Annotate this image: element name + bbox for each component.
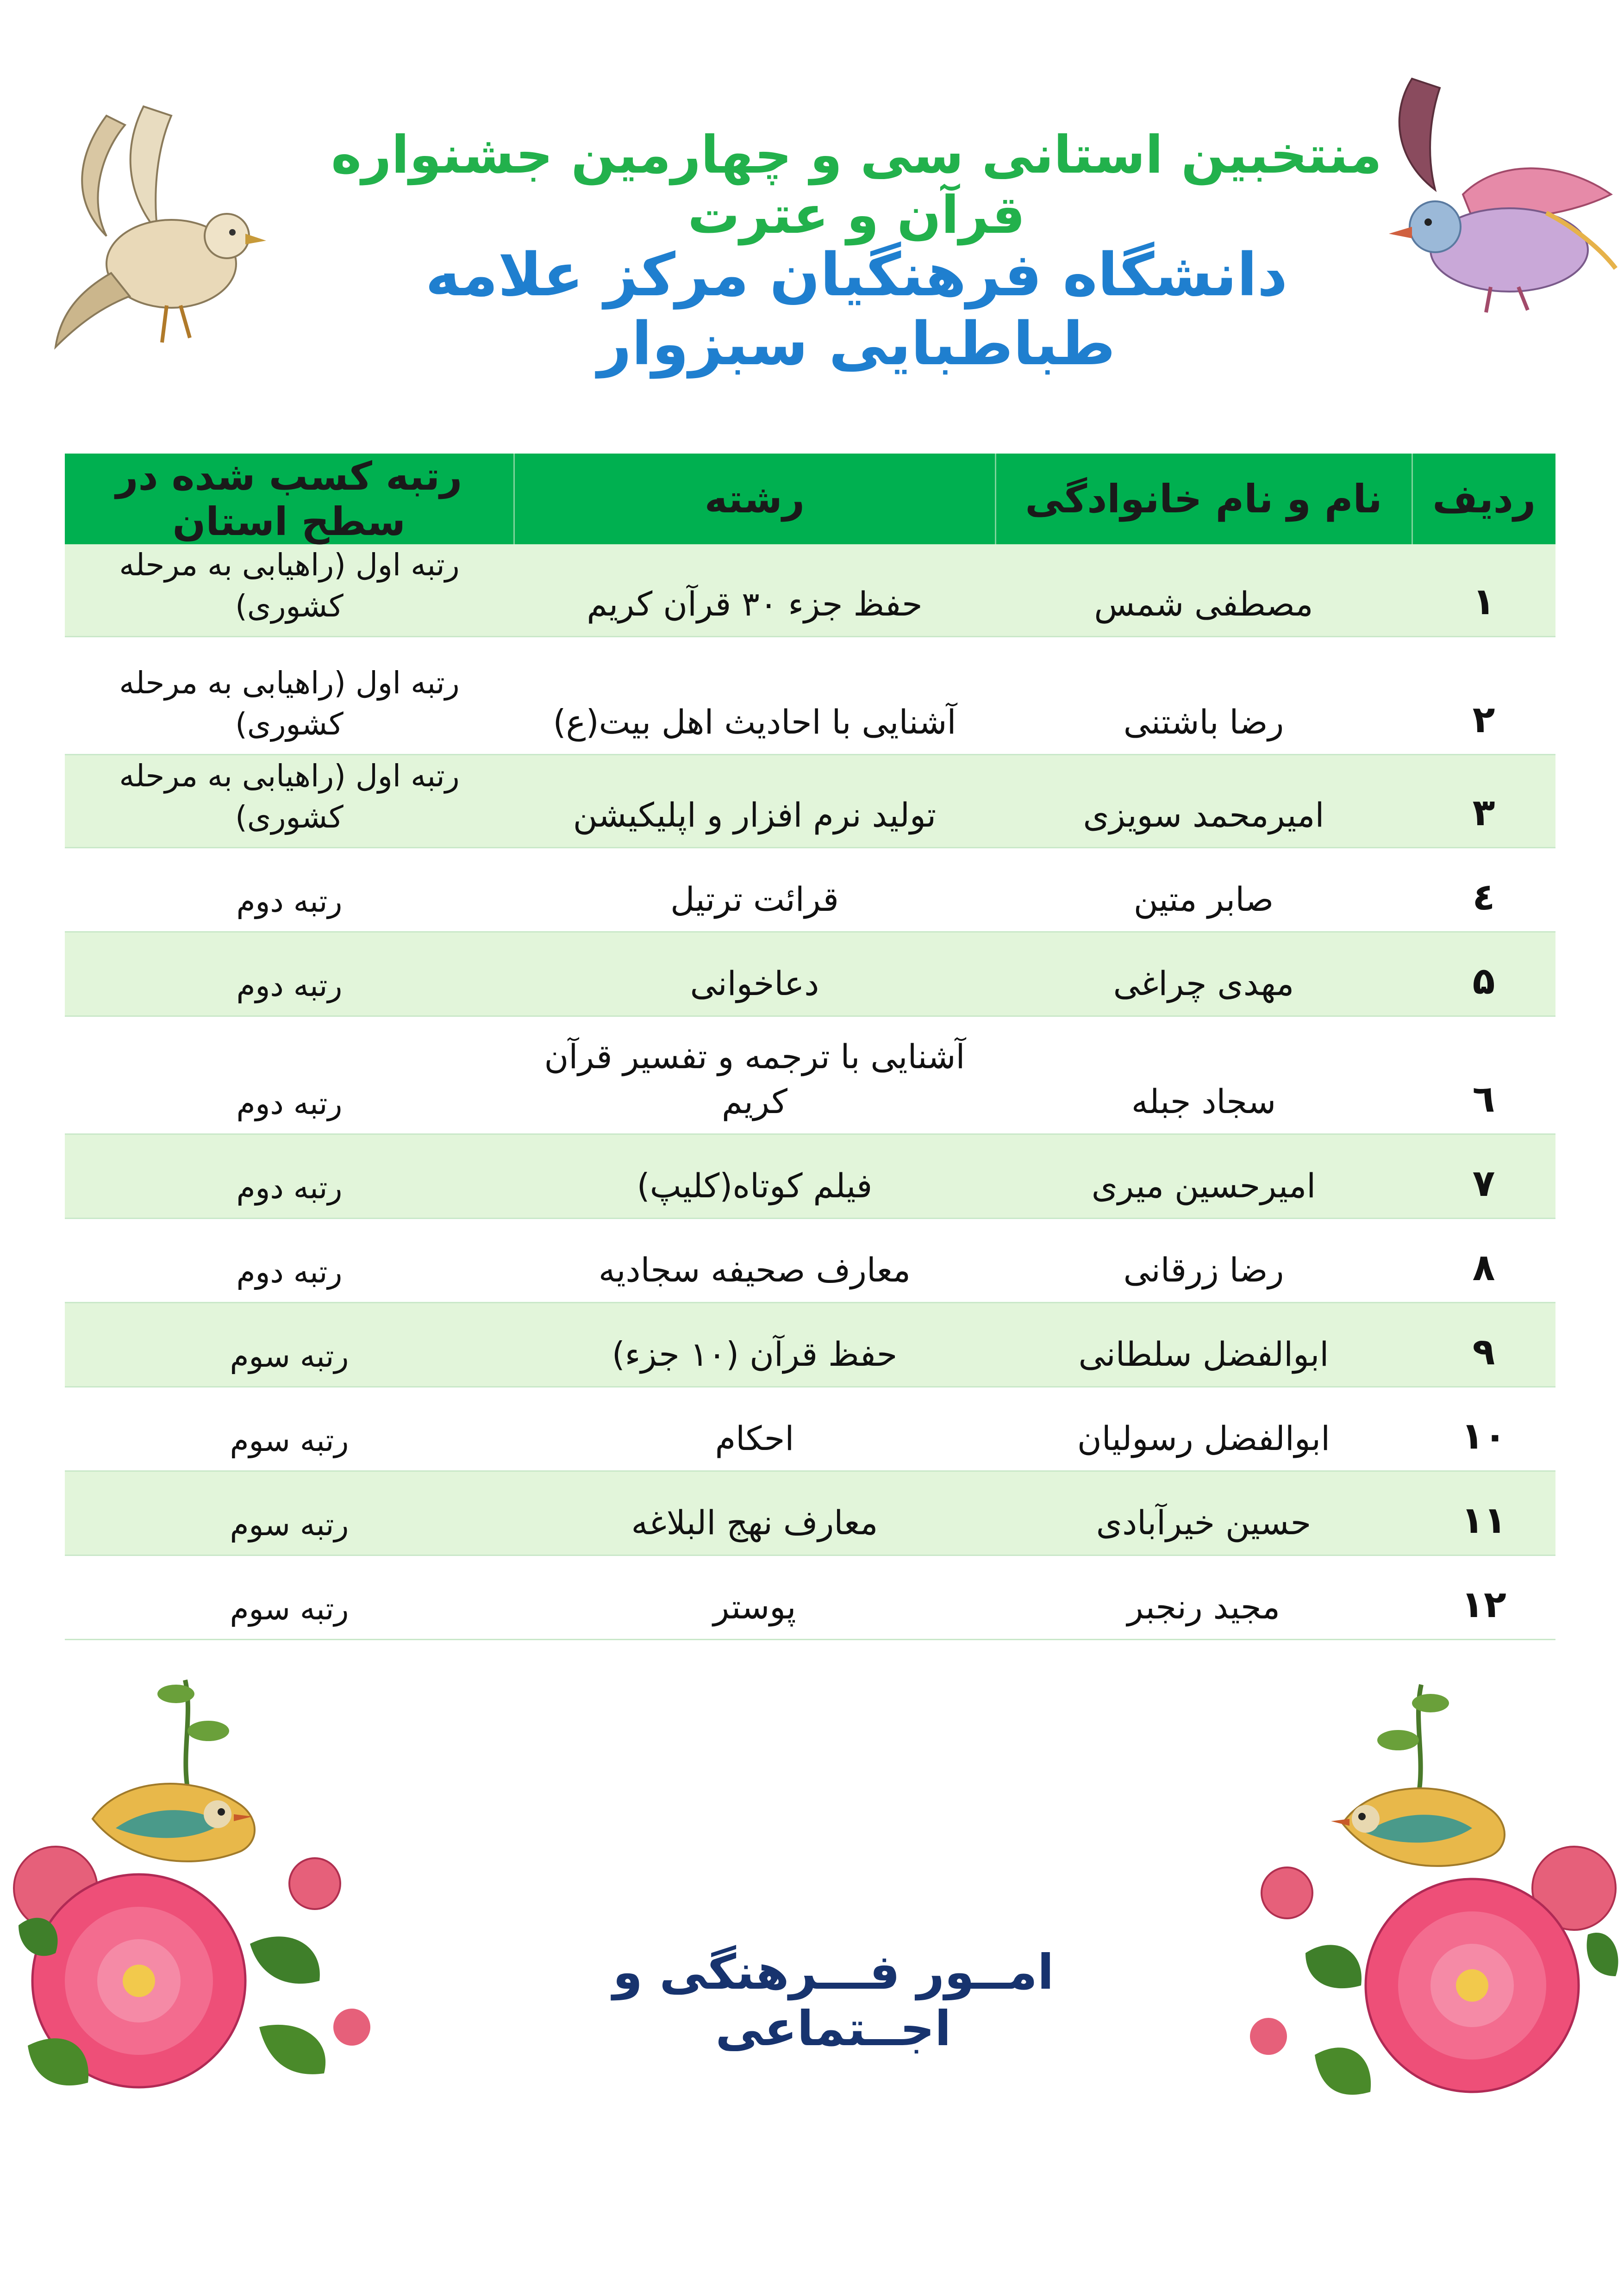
row-index: ۲ — [1412, 637, 1555, 755]
row-rank: رتبه سوم — [65, 1387, 514, 1471]
row-field: معارف نهج البلاغه — [514, 1471, 995, 1556]
row-name: مهدی چراغی — [995, 932, 1412, 1016]
row-name: رضا باشتنی — [995, 637, 1412, 755]
row-field: دعاخوانی — [514, 932, 995, 1016]
footer-department: امــور فـــرهنگی و اجــتماعی — [612, 1944, 1054, 2057]
row-field: حفظ قرآن (۱۰ جزء) — [514, 1303, 995, 1387]
table-row — [65, 755, 1555, 848]
row-field: احکام — [514, 1387, 995, 1471]
table-row — [65, 1556, 1555, 1640]
row-field: آشنایی با احادیث اهل بیت(ع) — [514, 637, 995, 755]
row-name: حسین خیرآبادی — [995, 1471, 1412, 1556]
header-name: نام و نام خانوادگی — [995, 454, 1412, 544]
row-rank: رتبه دوم — [65, 1016, 514, 1134]
table-row — [65, 637, 1555, 755]
row-index: ٦ — [1412, 1016, 1555, 1134]
row-rank: رتبه دوم — [65, 932, 514, 1016]
row-index: ۷ — [1412, 1134, 1555, 1219]
bottom-bar — [0, 2282, 1624, 2296]
row-field: پوستر — [514, 1556, 995, 1640]
row-name: مصطفی شمس — [995, 544, 1412, 637]
bird-illustration-left-icon — [51, 97, 269, 356]
results-table — [65, 454, 1555, 1640]
row-rank: رتبه اول (راهیابی به مرحله کشوری) — [65, 637, 514, 755]
page-title-line1: منتخبین استانی سی و چهارمین جشنواره قرآن و عترت — [331, 125, 1382, 245]
row-name: مجید رنجبر — [995, 1556, 1412, 1640]
row-index: ٤ — [1412, 848, 1555, 932]
row-rank: رتبه دوم — [65, 1134, 514, 1219]
row-name: ابوالفضل رسولیان — [995, 1387, 1412, 1471]
table-row — [65, 544, 1555, 637]
row-index: ۹ — [1412, 1303, 1555, 1387]
row-name: امیرمحمد سویزی — [995, 755, 1412, 848]
row-index: ۱۰ — [1412, 1387, 1555, 1471]
row-field: آشنایی با ترجمه و تفسیر قرآن کریم — [514, 1016, 995, 1134]
row-name: ابوالفضل سلطانی — [995, 1303, 1412, 1387]
row-name: سجاد جبله — [995, 1016, 1412, 1134]
row-name: صابر متین — [995, 848, 1412, 932]
row-rank: رتبه سوم — [65, 1303, 514, 1387]
table-row — [65, 1219, 1555, 1303]
row-field: تولید نرم افزار و اپلیکیشن — [514, 755, 995, 848]
row-rank: رتبه دوم — [65, 1219, 514, 1303]
row-field: حفظ جزء ۳۰ قرآن کریم — [514, 544, 995, 637]
table-row — [65, 1303, 1555, 1387]
row-name: رضا زرقانی — [995, 1219, 1412, 1303]
table-header-row — [65, 454, 1555, 544]
page-title-line2: دانشگاه فرهنگیان مرکز علامه طباطبایی سبزوار — [425, 241, 1288, 379]
header-field: رشته — [514, 454, 995, 544]
row-rank: رتبه سوم — [65, 1556, 514, 1640]
row-rank: رتبه دوم — [65, 848, 514, 932]
table-row — [65, 932, 1555, 1016]
header-rank: رتبه کسب شده در سطح استان — [65, 454, 514, 544]
row-name: امیرحسین میری — [995, 1134, 1412, 1219]
header-index: ردیف — [1412, 454, 1555, 544]
row-index: ۳ — [1412, 755, 1555, 848]
row-rank: رتبه اول (راهیابی به مرحله کشوری) — [65, 755, 514, 848]
table-row — [65, 1016, 1555, 1134]
table-row — [65, 1471, 1555, 1556]
row-index: ۸ — [1412, 1219, 1555, 1303]
row-index: ۱۲ — [1412, 1556, 1555, 1640]
flower-bird-left-icon — [0, 1666, 407, 2120]
table-row — [65, 1134, 1555, 1219]
table-row — [65, 848, 1555, 932]
row-field: معارف صحیفه سجادیه — [514, 1219, 995, 1303]
row-rank: رتبه سوم — [65, 1471, 514, 1556]
row-field: فیلم کوتاه(کلیپ) — [514, 1134, 995, 1219]
row-index: ۱ — [1412, 544, 1555, 637]
row-field: قرائت ترتیل — [514, 848, 995, 932]
row-index: ۵ — [1412, 932, 1555, 1016]
table-row — [65, 1387, 1555, 1471]
row-rank: رتبه اول (راهیابی به مرحله کشوری) — [65, 544, 514, 637]
row-index: ۱۱ — [1412, 1471, 1555, 1556]
flower-bird-right-icon — [1213, 1675, 1624, 2120]
